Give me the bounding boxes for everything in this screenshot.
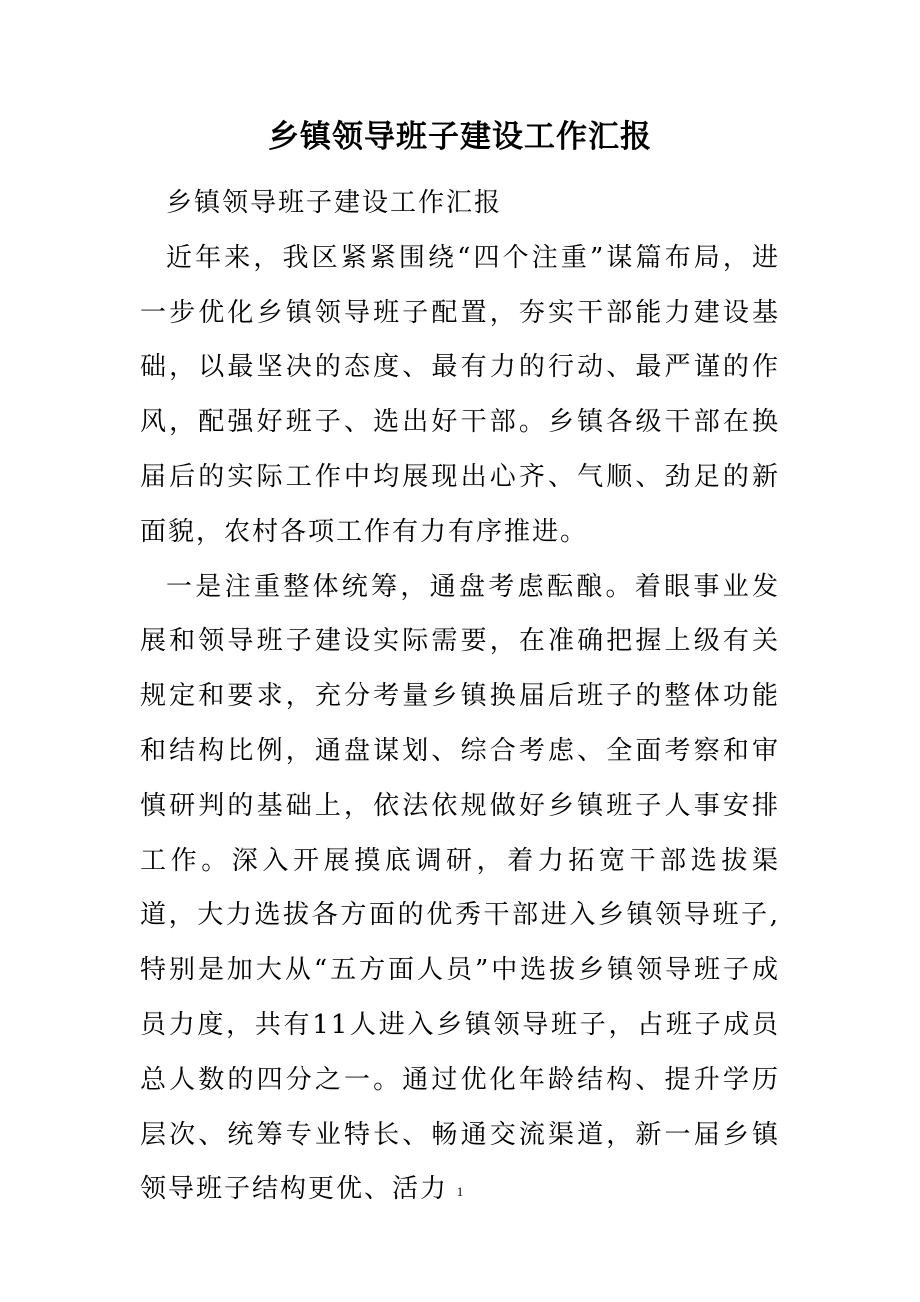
document-body (140, 176, 780, 1217)
intro-paragraph: 近年来，我区紧紧围绕“四个注重”谋篇布局，进一步优化乡镇领导班子配置，夯实干部能力建设基础，以最坚决的态度、最有力的行动、最严谨的作风，配强好班子、选出好干部。乡镇各级干部在换届后的实际工作中均展现出心齐、气顺、劲足的新面貌，农村各项工作有力有序推进。 (140, 242, 780, 547)
point-one-paragraph: 一是注重整体统筹，通盘考虑酝酿。着眼事业发展和领导班子建设实际需要，在准确把握上级有关规定和要求，充分考量乡镇换届后班子的整体功能和结构比例，通盘谋划、综合考虑、全面考察和审慎研判的基础上，依法依规做好乡镇班子人事安排工作。深入开展摸底调研，着力拓宽干部选拔渠道，大力选拔各方面的优秀干部进入乡镇领导班子,特别是加大从“五方面人员”中选拔乡镇领导班子成员力度，共有11人进入乡镇领导班子，占班子成员总人数的四分之一。通过优化年龄结构、提升学历层次、统筹专业特长、畅通交流渠道，新一届乡镇领导班子结构更优、活力 (140, 571, 780, 1205)
document-title: 乡镇领导班子建设工作汇报 (268, 119, 652, 155)
page-number: 1 (456, 1184, 464, 1199)
subtitle-paragraph: 乡镇领导班子建设工作汇报 (166, 188, 503, 218)
